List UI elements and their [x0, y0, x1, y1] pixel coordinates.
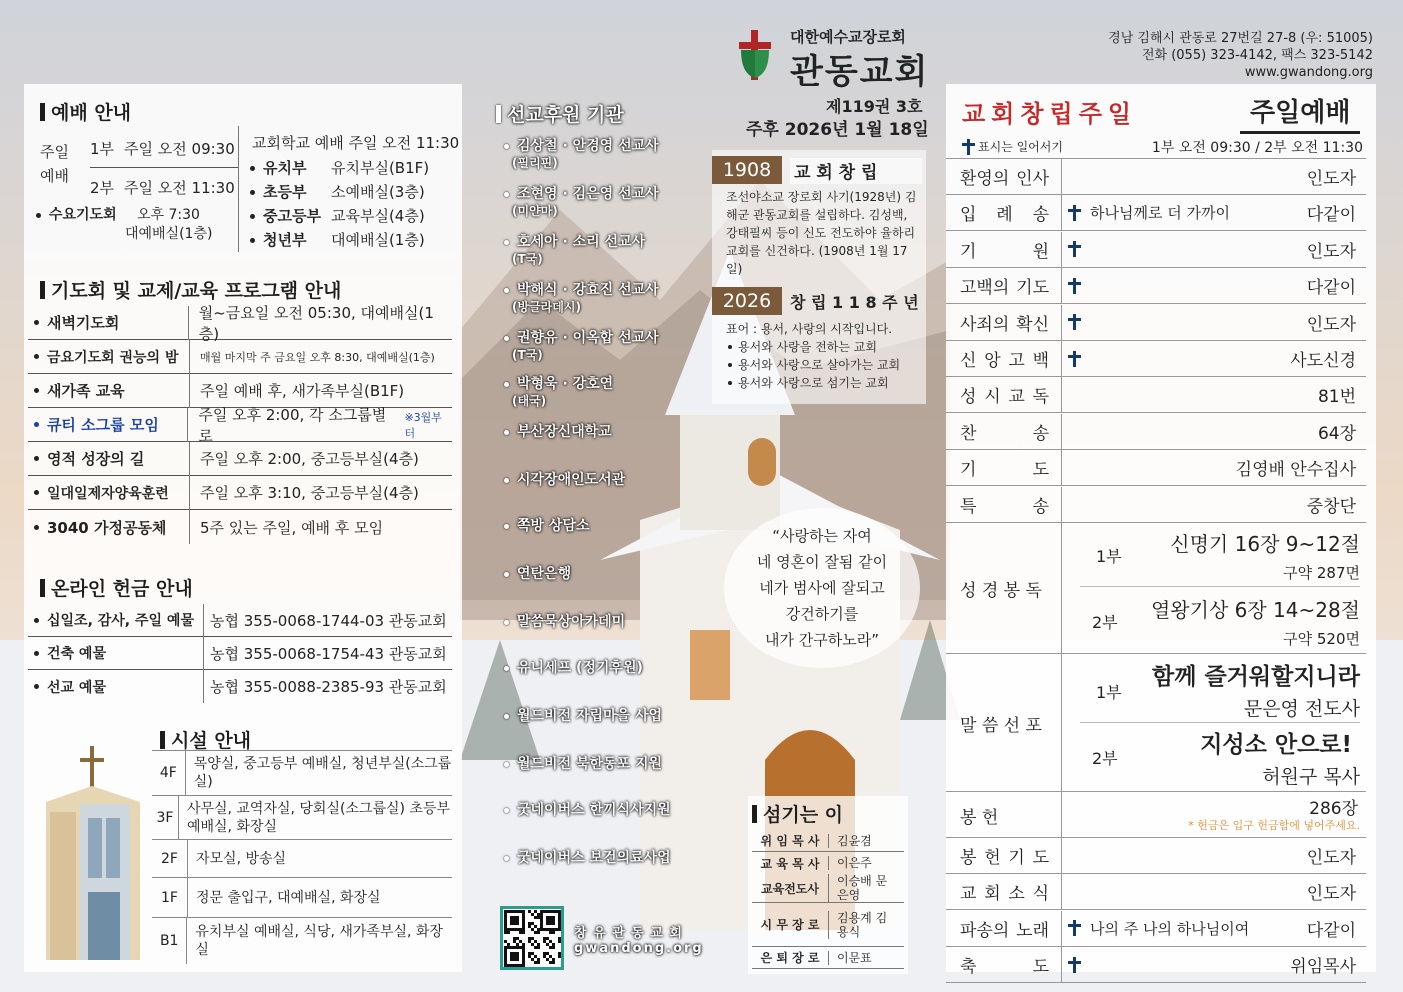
liturgy-row: 성 시 교 독 81번 — [946, 377, 1366, 413]
building-icon — [36, 742, 148, 964]
table-row: 새가족 교육 주일 예배 후, 새가족부실(B1F) — [28, 374, 452, 408]
school-worship-title: 교회학교 예배 주일 오전 11:30 — [252, 134, 460, 152]
mission-item: 호세아 · 소리 선교사 (T국) — [498, 234, 645, 268]
phone: 전화 (055) 323-4142, 팩스 323-5142 — [1141, 48, 1373, 63]
table-row: 영적 성장의 길 주일 오후 2:00, 중고등부실(4층) — [28, 442, 452, 476]
list-item: 초등부 소예배실(3층) — [244, 180, 450, 204]
servant-row: 시 무 장 로 김용계 김용식 — [752, 903, 904, 947]
mission-item: 권향유 · 이옥합 선교사 (T국) — [498, 330, 659, 364]
liturgy-row: 교 회 소 식 인도자 — [946, 874, 1366, 910]
liturgy-row: 봉 헌 기 도 인도자 — [946, 838, 1366, 874]
programs-table — [28, 303, 452, 544]
sunday-worship-label: 주일 예배 — [40, 143, 69, 185]
liturgy-row: 특 송 중창단 — [946, 487, 1366, 523]
standing-icon — [1068, 920, 1080, 936]
stand-note: 표시는 일어서기 — [962, 138, 1063, 155]
offering-heading: 온라인 헌금 안내 — [40, 574, 193, 601]
sunday-sessions — [90, 130, 238, 206]
website-link[interactable]: www.gwandong.org — [1244, 65, 1373, 80]
mission-item: 박형욱 · 강호연 (태국) — [498, 376, 613, 410]
table-row: 건축 예물 농협 355-0068-1754-43 관동교회 — [28, 637, 452, 670]
programs-heading: 기도회 및 교제/교육 프로그램 안내 — [40, 276, 341, 303]
mission-item: 연탄은행 — [498, 566, 571, 583]
session-row: 2부 주일 오전 11:30 — [90, 178, 235, 197]
floor-row: 3F 사무실, 교역자실, 당회실(소그룹실) 초등부 예배실, 화장실 — [152, 796, 452, 840]
mission-item: 유니세프 (정기후원) — [498, 660, 643, 677]
verse-circle: “사랑하는 자여 네 영혼이 잘됨 같이 네가 범사에 잘되고 강건하기를 내가 간구하노라” — [724, 508, 920, 668]
mission-item: 월드비전 자립마을 사업 — [498, 708, 662, 725]
wednesday-prayer: 수요기도회 오후 7:30 대예배실(1층) — [30, 206, 212, 244]
bulletin-date: 주후 2026년 1월 18일 — [746, 120, 929, 140]
missions-heading: 선교후원 기관 — [496, 100, 624, 127]
mission-item: 시각장애인도서관 — [498, 472, 625, 489]
liturgy-row: 파송의 노래 나의 주 나의 하나님이여 다같이 — [946, 911, 1366, 947]
standing-icon — [1068, 957, 1080, 973]
church-logo — [735, 30, 775, 80]
liturgy-row: 기 도 김영배 안수집사 — [946, 450, 1366, 486]
contact-block — [1108, 30, 1373, 81]
table-row: 큐티 소그룹 모임 주일 오후 2:00, 각 소그룹별로 ※3월부터 — [28, 408, 452, 442]
standing-icon — [962, 139, 974, 155]
servant-row: 위 임 목 사 김윤겸 — [752, 830, 904, 852]
liturgy-row: 사죄의 확신 인도자 — [946, 305, 1366, 341]
service-times: 1부 오전 09:30 / 2부 오전 11:30 — [1151, 140, 1363, 156]
servant-row: 교육전도사 이승배 문은영 — [752, 874, 904, 903]
servant-row: 교 육 목 사 이은주 — [752, 852, 904, 874]
denomination: 대한예수교장로회 — [790, 28, 906, 46]
table-row: 십일조, 감사, 주일 예물 농협 355-0068-1744-03 관동교회 — [28, 604, 452, 637]
floor-row: B1 유치부실 예배실, 식당, 새가족부실, 화장실 — [152, 918, 452, 964]
standing-icon — [1068, 241, 1080, 257]
address: 경남 김해시 관동로 27번길 27-8 (우: 51005) — [1108, 31, 1373, 46]
liturgy-row: 고백의 기도 다같이 — [946, 268, 1366, 304]
founding-year-badge: 1908 — [712, 156, 782, 184]
servants-table — [752, 830, 904, 969]
liturgy-row: 찬 송 64장 — [946, 414, 1366, 450]
table-row: 새벽기도회 월~금요일 오전 05:30, 대예배실(1층) — [28, 306, 452, 340]
motto-list: 용서와 사랑을 전하는 교회 용서와 사랑으로 살아가는 교회 용서와 사랑으로 섬기는 교회 — [722, 338, 900, 392]
scripture-row: 성 경 봉 독 1부 신명기 16장 9~12절 구약 287면 2부 열왕기상 6장 14~28절 구약 520면 — [946, 522, 1366, 654]
standing-icon — [1068, 205, 1080, 221]
qr-caption: 창 유 관 동 교 회 gwandong.org — [574, 926, 704, 956]
mission-item: 말씀묵상아카데미 — [498, 614, 625, 631]
motto: 표어 : 용서, 사랑의 시작입니다. — [726, 322, 893, 336]
servant-row: 은 퇴 장 로 이문표 — [752, 947, 904, 969]
founding-label: 교 회 창 립 — [790, 158, 922, 184]
liturgy-row: 신 앙 고 백 사도신경 — [946, 341, 1366, 377]
liturgy-row: 기 원 인도자 — [946, 232, 1366, 268]
mission-item: 굿네이버스 한끼식사지원 — [498, 802, 671, 819]
standing-icon — [1068, 314, 1080, 330]
school-departments — [244, 156, 450, 252]
volume-number: 제119권 3호 — [826, 97, 923, 116]
church-name: 관동교회 — [790, 52, 930, 92]
liturgy-row: 입 례 송 하나님께로 더 가까이 다같이 — [946, 195, 1366, 231]
liturgy-row: 축 도 위임목사 — [946, 947, 1366, 983]
qr-code — [500, 906, 564, 970]
service-title: 주일예배 — [1240, 92, 1360, 134]
facilities-heading: 시설 안내 — [160, 726, 251, 753]
mission-item: 박해식 · 강효진 선교사 (방글라데시) — [498, 282, 659, 316]
standing-icon — [1068, 278, 1080, 294]
table-row: 3040 가정공동체 5주 있는 주일, 예배 후 모임 — [28, 510, 452, 544]
list-item: 중고등부 교육부실(4층) — [244, 204, 450, 228]
servants-heading: 섬기는 이 — [752, 800, 843, 827]
divider — [238, 126, 239, 252]
liturgy-row: 환영의 인사 인도자 — [946, 159, 1366, 195]
founding-text: 조선야소교 장로회 사기(1928년) 김해군 관동교회를 설립하다. 김성백, 강태필씨 등이 신도 전도하야 율하리교회를 신건하다. (1908년 1월 17일) — [726, 190, 917, 276]
table-row: 금요기도회 권능의 밤 매월 마지막 주 금요일 오후 8:30, 대예배실(1층) — [28, 340, 452, 374]
sermon-row: 말 씀 선 포 1부 함께 즐거워할지니라 문은영 전도사 2부 지성소 안으로! 허원구 목사 — [946, 654, 1366, 792]
mission-item: 쪽방 상담소 — [498, 518, 590, 535]
mission-item: 김상철 · 안경영 선교사 (필리핀) — [498, 138, 659, 172]
table-row: 일대일제자양육훈련 주일 오후 3:10, 중고등부실(4층) — [28, 476, 452, 510]
mission-item: 월드비전 북한동포 지원 — [498, 756, 662, 773]
standing-icon — [1068, 351, 1080, 367]
floor-row: 2F 자모실, 방송실 — [152, 840, 452, 878]
occasion-title: 교회창립주일 — [962, 100, 1138, 128]
session-row: 1부 주일 오전 09:30 — [90, 130, 238, 168]
offering-table — [28, 604, 452, 703]
offering-row: 봉 헌 286장 * 헌금은 입구 헌금함에 넣어주세요. — [946, 792, 1366, 838]
table-row: 선교 예물 농협 355-0088-2385-93 관동교회 — [28, 670, 452, 703]
anniversary-label: 창 립 1 1 8 주 년 — [790, 293, 919, 312]
floor-row: 1F 정문 출입구, 대예배실, 화장실 — [152, 878, 452, 918]
list-item: 유치부 유치부실(B1F) — [244, 156, 450, 180]
list-item: 청년부 대예배실(1층) — [244, 228, 450, 252]
floor-row: 4F 목양실, 중고등부 예배실, 청년부실(소그룹실) — [152, 750, 452, 796]
mission-item: 조현영 · 김은영 선교사 (미얀마) — [498, 186, 659, 220]
worship-info-heading: 예배 안내 — [40, 98, 131, 125]
mission-item: 부산장신대학교 — [498, 424, 612, 441]
mission-item: 굿네이버스 보건의료사업 — [498, 850, 671, 867]
anniversary-year-badge: 2026 — [712, 287, 782, 315]
